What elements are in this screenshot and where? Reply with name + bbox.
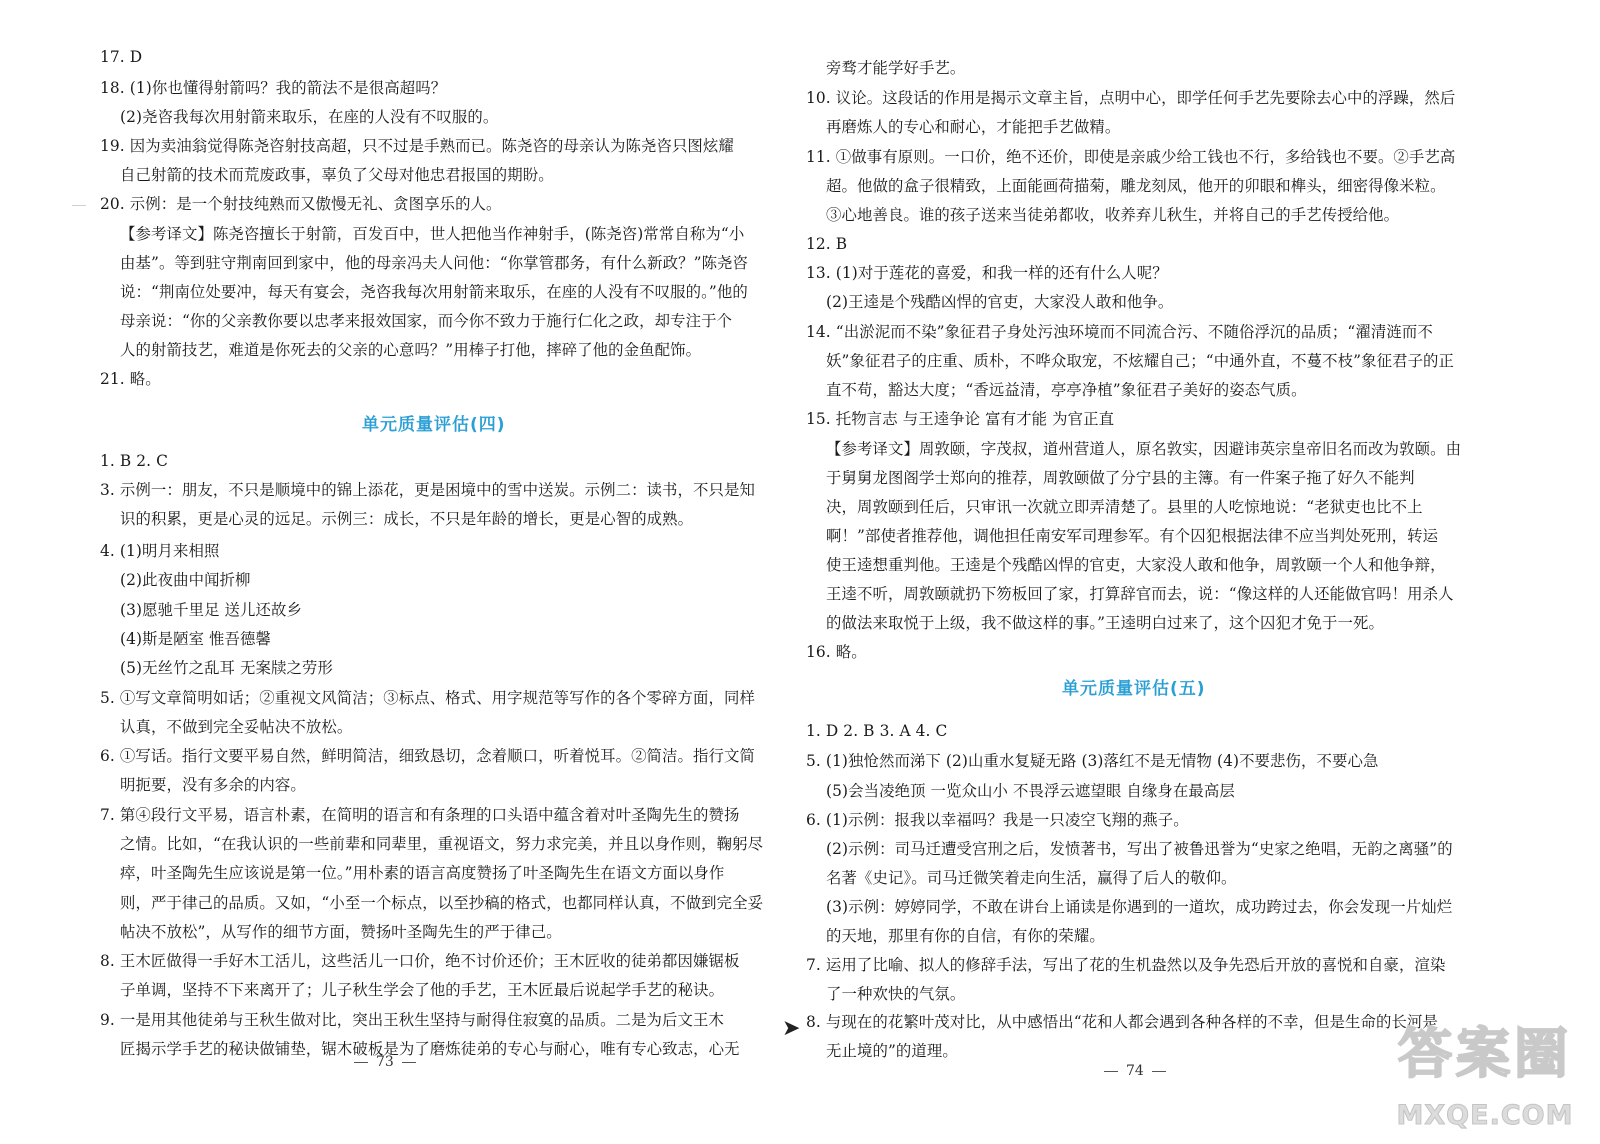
watermark-url: MXQE.COM	[1396, 1100, 1574, 1131]
text-line: 【参考译文】周敦颐，字茂叔，道州营道人，原名敦实，因避讳英宗皇帝旧名而改为敦颐。由	[826, 440, 1462, 458]
watermark-logo: 答案圈	[1398, 1022, 1572, 1085]
text-line: 21. 略。	[100, 370, 161, 388]
text-line: 9. 一是用其他徒弟与王秋生做对比，突出王秋生坚持与耐得住寂寞的品质。二是为后文王木	[100, 1011, 725, 1029]
text-line: 决，周敦颐到任后，只审讯一次就立即弄清楚了。县里的人吃惊地说：“老狱吏也比不上	[826, 498, 1423, 516]
text-line: 王逵不听，周敦颐就扔下笏板回了家，打算辞官而去，说：“像这样的人还能做官吗！用杀人	[826, 585, 1454, 603]
text-line: 3. 示例一：朋友，不只是顺境中的锦上添花，更是困境中的雪中送炭。示例二：读书，不只是知	[100, 481, 755, 499]
text-line: 于舅舅龙图阁学士郑向的推荐，周敦颐做了分宁县的主簿。有一件案子拖了好久不能判	[826, 469, 1415, 487]
text-line: 再磨炼人的专心和耐心，才能把手艺做精。	[826, 118, 1121, 136]
edge-mark	[72, 205, 86, 206]
text-line: 明扼要，没有多余的内容。	[120, 776, 306, 794]
text-line: 13. (1)对于莲花的喜爱，和我一样的还有什么人呢？	[806, 264, 1168, 282]
text-line: 17. D	[100, 48, 143, 66]
text-line: 则，严于律己的品质。又如，“小至一个标点，以至抄稿的格式，也都同样认真，不做到完全妥	[120, 894, 764, 912]
text-line: 直不苟，豁达大度；“香远益清，亭亭净植”象征君子美好的姿态气质。	[826, 381, 1307, 399]
text-line: 4. (1)明月来相照	[100, 542, 220, 560]
fold-arrow-icon: ➤	[782, 1016, 801, 1041]
text-line: 【参考译文】陈尧咨擅长于射箭，百发百中，世人把他当作神射手，(陈尧咨)常常自称为“小	[120, 225, 745, 243]
text-line: 11. ①做事有原则。一口价，绝不还价，即使是亲戚少给工钱也不行，多给钱也不要。②手艺高	[806, 148, 1456, 166]
page-number-left: 73	[346, 1054, 424, 1070]
text-line: 匠揭示学手艺的秘诀做铺垫，锯木破板是为了磨炼徒弟的专心与耐心，唯有专心致志，心无	[120, 1040, 740, 1058]
text-line: (2)此夜曲中闻折柳	[120, 571, 251, 589]
text-line: 帖决不放松”，从写作的细节方面，赞扬叶圣陶先生的严于律己。	[120, 923, 562, 941]
text-line: 自己射箭的技术而荒废政事，辜负了父母对他忠君报国的期盼。	[120, 166, 554, 184]
text-line: 10. 议论。这段话的作用是揭示文章主旨，点明中心，即学任何手艺先要除去心中的浮躁，然后	[806, 89, 1456, 107]
text-line: 之情。比如，“在我认识的一些前辈和同辈里，重视语文，努力求完美，并且以身作则，鞠躬尽	[120, 835, 764, 853]
text-line: 无止境的”的道理。	[826, 1042, 958, 1060]
text-line: 的天地，那里有你的自信，有你的荣耀。	[826, 927, 1105, 945]
text-line: 名著《史记》。司马迁微笑着走向生活，赢得了后人的敬仰。	[826, 869, 1237, 887]
text-line: (5)无丝竹之乱耳 无案牍之劳形	[120, 659, 333, 677]
text-line: 1. B 2. C	[100, 452, 169, 470]
text-line: ③心地善良。谁的孩子送来当徒弟都收，收养弃儿秋生，并将自己的手艺传授给他。	[826, 206, 1400, 224]
text-line: 7. 运用了比喻、拟人的修辞手法，写出了花的生机盎然以及争先恐后开放的喜悦和自豪，渲染	[806, 956, 1446, 974]
text-line: 瘁，叶圣陶先生应该说是第一位。”用朴素的语言高度赞扬了叶圣陶先生在语文方面以身作	[120, 864, 725, 882]
text-line: 的做法来取悦于上级，我不做这样的事。”王逵明白过来了，这个囚犯才免于一死。	[826, 614, 1384, 632]
text-line: 子单调，坚持不下来离开了；儿子秋生学会了他的手艺，王木匠最后说起学手艺的秘诀。	[120, 981, 725, 999]
text-line: 使王逵想重判他。王逵是个残酷凶悍的官吏，大家没人敢和他争，周敦颐一个人和他争辩，	[826, 556, 1446, 574]
text-line: 认真，不做到完全妥帖决不放松。	[120, 718, 353, 736]
text-line: 12. B	[806, 235, 848, 253]
text-line: 15. 托物言志 与王逵争论 富有才能 为官正直	[806, 410, 1115, 428]
text-line: 1. D 2. B 3. A 4. C	[806, 722, 948, 740]
text-line: (2)尧咨我每次用射箭来取乐，在座的人没有不叹服的。	[120, 108, 499, 126]
text-line: 7. 第④段行文平易，语言朴素，在简明的语言和有条理的口头语中蕴含着对叶圣陶先生的赞扬	[100, 806, 740, 824]
text-line: (3)示例：婷婷同学，不敢在讲台上诵读是你遇到的一道坎，成功跨过去，你会发现一片灿烂	[826, 898, 1453, 916]
text-line: (2)王逵是个残酷凶悍的官吏，大家没人敢和他争。	[826, 293, 1174, 311]
text-line: 旁骛才能学好手艺。	[826, 59, 966, 77]
section-title-unit-4: 单元质量评估(四)	[362, 415, 506, 435]
text-line: 啊！”部使者推荐他，调他担任南安军司理参军。有个囚犯根据法律不应当判处死刑，转运	[826, 527, 1439, 545]
text-line: 5. ①写文章简明如话；②重视文风简洁；③标点、格式、用字规范等写作的各个零碎方面，同样	[100, 689, 755, 707]
text-line: (3)愿驰千里足 送儿还故乡	[120, 601, 302, 619]
text-line: 妖”象征君子的庄重、质朴，不哗众取宠，不炫耀自己；“中通外直，不蔓不枝”象征君子的正	[826, 352, 1455, 370]
text-line: 5. (1)独怆然而涕下 (2)山重水复疑无路 (3)落红不是无情物 (4)不要悲伤，不要心急	[806, 752, 1379, 770]
text-line: 6. ①写话。指行文要平易自然，鲜明简洁，细致恳切，念着顺口，听着悦耳。②简洁。指行文简	[100, 747, 755, 765]
text-line: 人的射箭技艺，难道是你死去的父亲的心意吗？”用棒子打他，摔碎了他的金鱼配饰。	[120, 341, 702, 359]
text-line: (4)斯是陋室 惟吾德馨	[120, 630, 272, 648]
text-line: 8. 王木匠做得一手好木工活儿，这些活儿一口价，绝不讨价还价；王木匠收的徒弟都因嫌锯板	[100, 952, 740, 970]
text-line: 8. 与现在的花繁叶茂对比，从中感悟出“花和人都会遇到各种各样的不幸，但是生命的长河是	[806, 1013, 1438, 1031]
text-line: 识的积累，更是心灵的远足。示例三：成长，不只是年龄的增长，更是心智的成熟。	[120, 510, 694, 528]
text-line: 母亲说：“你的父亲教你要以忠孝来报效国家，而今你不致力于施行仁化之政，却专注于个	[120, 312, 733, 330]
right-page	[800, 0, 1600, 1144]
text-line: 6. (1)示例：报我以幸福吗？我是一只凌空飞翔的燕子。	[806, 811, 1189, 829]
text-line: 20. 示例：是一个射技纯熟而又傲慢无礼、贪图享乐的人。	[100, 195, 502, 213]
text-line: 14. “出淤泥而不染”象征君子身处污浊环境而不同流合污、不随俗浮沉的品质；“濯清涟而不	[806, 323, 1433, 341]
text-line: (5)会当凌绝顶 一览众山小 不畏浮云遮望眼 自缘身在最高层	[826, 782, 1235, 800]
watermark	[1380, 1010, 1590, 1138]
text-line: (2)示例：司马迁遭受宫刑之后，发愤著书，写出了被鲁迅誉为“史家之绝唱，无韵之离骚”的	[826, 840, 1453, 858]
text-line: 18. (1)你也懂得射箭吗？我的箭法不是很高超吗？	[100, 79, 447, 97]
section-title-unit-5: 单元质量评估(五)	[1062, 679, 1206, 699]
text-line: 说：“荆南位处要冲，每天有宴会，尧咨我每次用射箭来取乐，在座的人没有不叹服的。”他的	[120, 283, 748, 301]
text-line: 16. 略。	[806, 643, 867, 661]
text-line: 超。他做的盒子很精致，上面能画荷描菊，雕龙刻凤，他开的卯眼和榫头，细密得像米粒。	[826, 177, 1446, 195]
text-line: 了一种欢快的气氛。	[826, 985, 966, 1003]
page-number-right: 74	[1096, 1063, 1174, 1079]
text-line: 由基”。等到驻守荆南回到家中，他的母亲冯夫人问他：“你掌管郡务，有什么新政？”陈尧咨	[120, 254, 749, 272]
text-line: 19. 因为卖油翁觉得陈尧咨射技高超，只不过是手熟而已。陈尧咨的母亲认为陈尧咨只图炫耀	[100, 137, 734, 155]
